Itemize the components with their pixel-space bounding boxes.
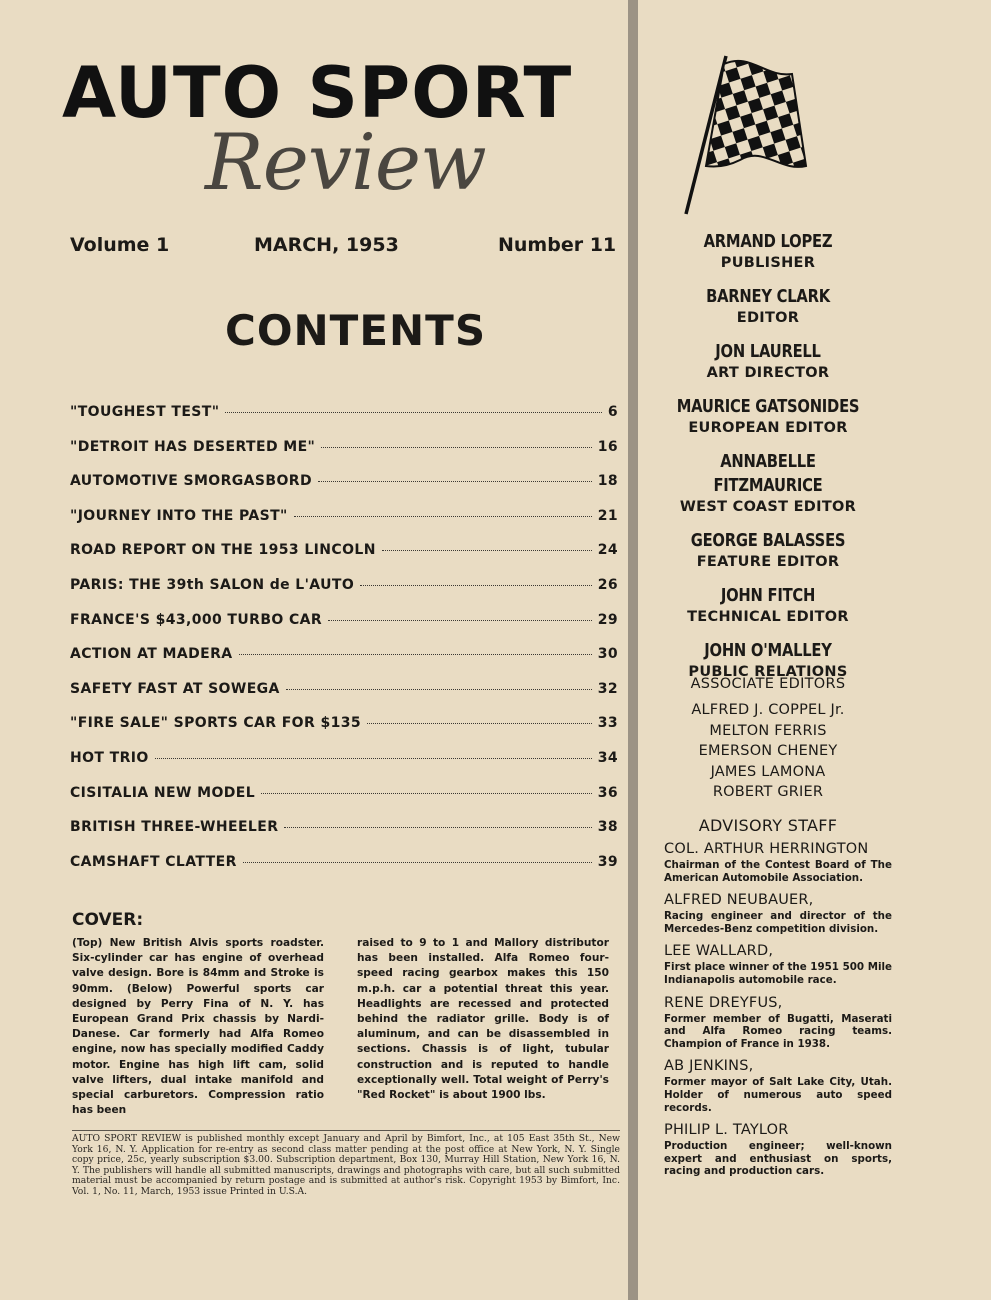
toc-page-number: 33 [597, 715, 618, 732]
toc-leader-dots [328, 620, 592, 621]
toc-title: ACTION AT MADERA [70, 646, 233, 663]
toc-leader-dots [225, 412, 601, 413]
checkered-flag-icon [680, 48, 810, 218]
associate-editor-name: JAMES LAMONA [710, 763, 826, 780]
cover-text-right: raised to 9 to 1 and Mallory distributor has been installed. Alfa Romeo four-speed racing gearbox makes this 150 m.p.h. car a potential threat this year. Headlights are recessed and protected behind the radiator grille. Body is of aluminum, and can be disassembled in sections. Chassis is of light, tubular construction and is reputed to handle exceptionally well. Total weight of Perry's "Red Rocket" is about 1900 lbs. [357, 937, 609, 1102]
toc-leader-dots [294, 516, 592, 517]
associate-editors-heading: ASSOCIATE EDITORS [690, 676, 846, 692]
issue-number: Number 11 [498, 234, 617, 256]
toc-leader-dots [239, 654, 592, 655]
toc-leader-dots [318, 481, 592, 482]
advisor-description: First place winner of the 1951 500 Mile Indianapolis automobile race. [664, 961, 892, 986]
toc-page-number: 30 [597, 646, 618, 663]
staff-name: ARMAND LOPEZ [703, 231, 833, 252]
cover-heading: COVER: [72, 910, 144, 930]
toc-entry [70, 819, 618, 854]
toc-leader-dots [261, 793, 592, 794]
advisor-name: ALFRED NEUBAUER, [664, 892, 814, 909]
toc-page-number: 18 [597, 473, 618, 490]
staff-list [648, 230, 888, 694]
toc-leader-dots [243, 862, 592, 863]
toc-title: "FIRE SALE" SPORTS CAR FOR $135 [70, 715, 362, 732]
staff-role: TECHNICAL EDITOR [687, 609, 849, 625]
issue-info [70, 234, 620, 260]
advisor-name: RENE DREYFUS, [664, 994, 783, 1011]
toc-title: CISITALIA NEW MODEL [70, 784, 256, 801]
toc-entry [70, 473, 618, 508]
toc-entry [70, 854, 618, 889]
toc-entry [70, 404, 618, 439]
staff-name: JOHN FITCH [720, 585, 816, 606]
associate-editor-name: ALFRED J. COPPEL Jr. [691, 702, 845, 718]
toc-title: ROAD REPORT ON THE 1953 LINCOLN [70, 542, 376, 559]
staff-role: EDITOR [736, 310, 800, 326]
toc-title: CAMSHAFT CLATTER [70, 853, 237, 870]
staff-role: FEATURE EDITOR [696, 554, 840, 570]
toc-leader-dots [321, 447, 591, 448]
staff-role: PUBLIC RELATIONS [688, 664, 848, 680]
staff-role: WEST COAST EDITOR [679, 499, 857, 515]
toc-page-number: 21 [597, 507, 618, 524]
table-of-contents [70, 404, 618, 888]
toc-title: "DETROIT HAS DESERTED ME" [70, 438, 316, 455]
advisor-name: PHILIP L. TAYLOR [664, 1122, 789, 1139]
advisor-name: COL. ARTHUR HERRINGTON [664, 841, 869, 857]
toc-entry [70, 577, 618, 612]
advisor-description: Production engineer; well-known expert and enthusiast on sports, racing and production cars. [664, 1140, 892, 1178]
toc-title: FRANCE'S $43,000 TURBO CAR [70, 611, 323, 628]
toc-title: "TOUGHEST TEST" [70, 404, 220, 420]
toc-entry [70, 785, 618, 820]
toc-title: BRITISH THREE-WHEELER [70, 819, 279, 836]
staff-role: ART DIRECTOR [706, 365, 830, 381]
toc-page-number: 16 [597, 438, 618, 455]
toc-entry [70, 646, 618, 681]
advisor-description: Former mayor of Salt Lake City, Utah. Holder of numerous auto speed records. [664, 1076, 892, 1114]
toc-title: PARIS: THE 39th SALON de L'AUTO [70, 576, 355, 593]
staff-name: JOHN O'MALLEY [704, 640, 832, 661]
staff-name: BARNEY CLARK [706, 286, 830, 307]
advisor-name: AB JENKINS, [664, 1058, 754, 1075]
advisor-name: LEE WALLARD, [664, 943, 774, 960]
toc-title: AUTOMOTIVE SMORGASBORD [70, 473, 312, 490]
staff-role: PUBLISHER [720, 255, 816, 271]
toc-entry [70, 750, 618, 785]
toc-page-number: 24 [597, 542, 618, 559]
advisory-staff-heading: ADVISORY STAFF [698, 816, 838, 835]
toc-entry [70, 681, 618, 716]
toc-page-number: 36 [597, 784, 618, 801]
advisory-staff-list [664, 840, 892, 1185]
associate-editor-name: MELTON FERRIS [709, 722, 827, 739]
toc-entry [70, 439, 618, 474]
publication-imprint: AUTO SPORT REVIEW is published monthly except January and April by Bimfort, Inc., at 105 East 35th St., New York 16, N. Y. Application for re-entry as second class matter pending at the post office at New York, N. Y. Single copy price, 25c, yearly subscription $3.00. Subscription department, Box 130, Murray Hill Station, New York 16, N. Y. The publishers will handle all submitted manuscripts, drawings and photographs with care, but all such submitted material must be accompanied by return postage and is submitted at author's risk. Copyright 1953 by Bimfort, Inc. Vol. 1, No. 11, March, 1953 issue Printed in U.S.A. [72, 1133, 620, 1197]
staff-name: GEORGE BALASSES [690, 530, 846, 551]
staff-name: JON LAURELL [715, 341, 821, 362]
masthead-script: Review [205, 118, 486, 208]
toc-leader-dots [367, 723, 592, 724]
staff-role: EUROPEAN EDITOR [688, 420, 848, 436]
contents-heading: CONTENTS [225, 306, 487, 355]
toc-page-number: 38 [597, 819, 618, 836]
column-divider [628, 0, 638, 1300]
toc-leader-dots [155, 758, 592, 759]
toc-entry [70, 508, 618, 543]
toc-title: HOT TRIO [70, 749, 149, 766]
associate-editor-name: EMERSON CHENEY [698, 743, 838, 759]
toc-page-number: 32 [597, 680, 618, 697]
toc-title: SAFETY FAST AT SOWEGA [70, 680, 280, 697]
imprint-rule [72, 1130, 620, 1131]
staff-name: MAURICE GATSONIDES [676, 396, 860, 417]
toc-leader-dots [360, 585, 592, 586]
toc-page-number: 29 [597, 611, 618, 628]
toc-leader-dots [286, 689, 592, 690]
toc-title: "JOURNEY INTO THE PAST" [70, 507, 288, 524]
toc-leader-dots [382, 550, 592, 551]
advisor-description: Racing engineer and director of the Mercedes-Benz competition division. [664, 910, 892, 935]
toc-entry [70, 715, 618, 750]
associate-editors-list [648, 700, 888, 803]
issue-date: MARCH, 1953 [254, 234, 399, 256]
advisor-description: Chairman of the Contest Board of The American Automobile Association. [664, 859, 892, 884]
volume-label: Volume 1 [70, 234, 170, 256]
toc-page-number: 34 [597, 749, 618, 766]
toc-entry [70, 612, 618, 647]
toc-page-number: 39 [597, 853, 618, 870]
cover-text-left: (Top) New British Alvis sports roadster. Six-cylinder car has engine of overhead valve design. Bore is 84mm and Stroke is 90mm. (Below) Powerful sports car designed by Perry Fina of N. Y. has European Grand Prix chassis by Nardi-Danese. Car formerly had Alfa Romeo engine, now has specially modified Caddy motor. Engine has high lift cam, solid valve lifters, dual intake manifold and special carburetors. Compression ratio has been [72, 937, 324, 1117]
associate-editor-name: ROBERT GRIER [712, 784, 824, 800]
staff-name: ANNABELLE FITZMAURICE [713, 451, 823, 496]
advisor-description: Former member of Bugatti, Maserati and Alfa Romeo racing teams. Champion of France in 1938. [664, 1012, 892, 1050]
masthead-title: AUTO SPORT [62, 52, 573, 134]
toc-entry [70, 542, 618, 577]
toc-page-number: 26 [597, 576, 618, 593]
toc-page-number: 6 [607, 404, 618, 420]
toc-leader-dots [284, 827, 591, 828]
